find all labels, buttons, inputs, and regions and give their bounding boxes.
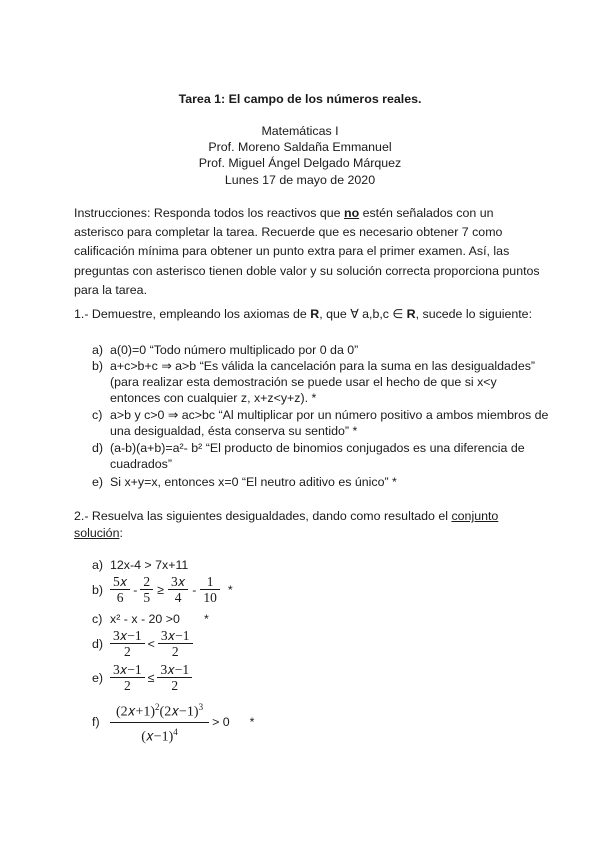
numerator: 2 — [140, 574, 153, 590]
q2-item-e — [92, 662, 192, 693]
numerator: 3𝑥 — [168, 574, 188, 590]
item-label: d) — [92, 636, 104, 651]
q1-text-b: , que ∀ a,b,c ∈ — [319, 307, 407, 321]
professor-2: Prof. Miguel Ángel Delgado Márquez — [198, 156, 402, 170]
denominator: 2 — [123, 678, 131, 693]
exponent: 4 — [173, 726, 178, 737]
item-text: Si x+y=x, entonces x=0 “El neutro aditivo es único” * — [110, 475, 397, 489]
fraction — [110, 662, 145, 693]
numerator: 3𝑥−1 — [157, 662, 192, 678]
solution-set-term-2: solución — [74, 526, 120, 540]
item-label: b) — [92, 359, 104, 373]
item-label: a) — [92, 558, 104, 572]
reals-symbol-1: R — [310, 307, 320, 321]
subject: Matemáticas I — [261, 124, 339, 138]
item-text: a+c>b+c ⇒ a>b “Es válida la cancelación para la suma en las desigualdades” (para realizar esta demostración se puede usar el hecho de que si x<y entonces con cualquier z, x+z<y+z). * — [110, 359, 536, 406]
instructions-after: estén señalados con un asterisco para completar la tarea. Recuerde que es necesario obtener 7 como calificación mínima para obtener un punto extra para el primer examen. Así, las preguntas con asterisco tienen doble valor y su solución correcta proporciona puntos para la tarea. — [74, 206, 540, 297]
item-label: b) — [92, 582, 104, 597]
inequality-text: x² - x - 20 >0 — [110, 612, 180, 626]
q2-item-b — [92, 574, 233, 605]
fraction — [110, 574, 130, 605]
operator: ≥ — [157, 582, 164, 597]
denominator: 4 — [174, 590, 182, 605]
factor: (2𝑥+1) — [116, 704, 156, 720]
numerator: 3𝑥−1 — [110, 662, 145, 678]
denominator: 10 — [203, 590, 217, 605]
item-label: e) — [92, 475, 104, 489]
item-label: c) — [92, 408, 103, 422]
factor: (𝑥−1) — [141, 729, 174, 745]
q2-item-d — [92, 628, 193, 659]
instructions — [74, 204, 544, 300]
asterisk: * — [249, 715, 255, 730]
denominator: 2 — [171, 678, 179, 693]
numerator: 3𝑥−1 — [110, 628, 145, 644]
question-1 — [74, 306, 532, 321]
fraction — [168, 574, 188, 605]
denominator: 2 — [171, 644, 179, 659]
instructions-before: Instrucciones: Responda todos los reactivos que — [74, 206, 344, 220]
asterisk: * — [204, 612, 209, 626]
denominator: 5 — [143, 590, 151, 605]
operator: - — [192, 582, 197, 597]
q2-item-f — [92, 698, 254, 746]
asterisk: * — [227, 582, 233, 597]
fraction — [157, 662, 192, 693]
document-title: Tarea 1: El campo de los números reales. — [178, 92, 422, 106]
question-2 — [74, 508, 544, 542]
item-label: d) — [92, 441, 104, 455]
numerator: 1 — [200, 574, 220, 590]
fraction — [110, 698, 209, 746]
denominator — [110, 723, 209, 747]
fraction — [200, 574, 220, 605]
fraction — [110, 628, 145, 659]
item-label: f) — [92, 715, 100, 730]
solution-set-term-1: conjunto — [451, 509, 499, 523]
factor: (2𝑥−1) — [159, 704, 199, 720]
operator: ≤ — [147, 670, 155, 685]
exponent: 2 — [155, 702, 160, 712]
item-label: e) — [92, 670, 104, 685]
q1-text-c: , sucede lo siguiente: — [415, 307, 533, 321]
q2-colon: : — [119, 526, 123, 540]
reals-symbol-2: R — [406, 307, 416, 321]
denominator: 2 — [123, 644, 131, 659]
numerator — [110, 698, 209, 723]
denominator: 6 — [116, 590, 124, 605]
numerator: 5𝑥 — [110, 574, 130, 590]
operator: > 0 — [212, 715, 230, 730]
professor-1: Prof. Moreno Saldaña Emmanuel — [208, 140, 392, 154]
item-label: c) — [92, 612, 103, 626]
item-label: a) — [92, 343, 104, 357]
fraction — [158, 628, 193, 659]
instructions-emphasis: no — [344, 206, 360, 220]
item-text: a(0)=0 “Todo número multiplicado por 0 da 0” — [110, 343, 359, 357]
fraction — [140, 574, 153, 605]
date: Lunes 17 de mayo de 2020 — [224, 173, 376, 187]
operator: < — [147, 636, 155, 651]
exponent: 3 — [198, 702, 204, 712]
operator: - — [133, 582, 138, 597]
item-text: a>b y c>0 ⇒ ac>bc “Al multiplicar por un número positivo a ambos miembros de una desigualdad, ésta conserva su sentido” * — [110, 408, 549, 439]
item-text: (a-b)(a+b)=a²- b² “El producto de binomios conjugados es una diferencia de cuadrados” — [110, 441, 525, 472]
q1-text-a: 1.- Demuestre, empleando los axiomas de — [74, 307, 311, 321]
q2-text: 2.- Resuelva las siguientes desigualdades, dando como resultado el — [74, 509, 452, 523]
numerator: 3𝑥−1 — [158, 628, 193, 644]
inequality-text: 12x-4 > 7x+11 — [110, 558, 189, 572]
